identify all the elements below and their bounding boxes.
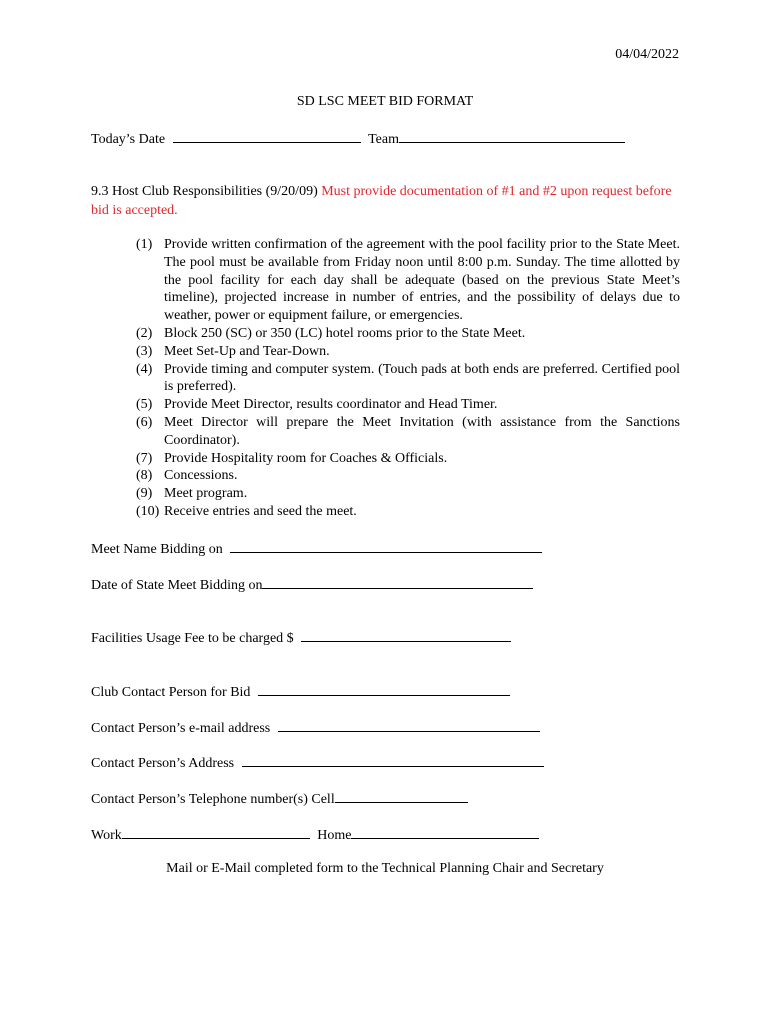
list-item-number: (5) <box>136 397 153 413</box>
work-home-row <box>91 825 539 845</box>
work-label: Work <box>91 828 122 843</box>
todays-date-blank[interactable] <box>173 129 361 143</box>
home-label: Home <box>317 828 352 843</box>
todays-date-row <box>91 129 625 149</box>
footer-instruction: Mail or E-Mail completed form to the Technical Planning Chair and Secretary <box>166 861 604 876</box>
facilities-fee-row <box>91 628 511 648</box>
list-item-text: Provide written confirmation of the agreement with the pool facility prior to the State Meet. The pool must be available from Friday noon until 8:00 p.m. Sunday. The time allotted by the pool facility for each day shall be adequate (based on the previous State Meet’s timeline), projected increase in number of entries, and the possibility of delays due to weather, power or equipment failure, or emergencies. <box>164 237 680 324</box>
document-title: SD LSC MEET BID FORMAT <box>296 94 474 109</box>
section-heading <box>91 182 681 220</box>
list-item <box>136 485 680 503</box>
contact-email-label: Contact Person’s e-mail address <box>91 721 271 736</box>
contact-phone-label: Contact Person’s Telephone number(s) Cell <box>91 792 335 807</box>
contact-person-label: Club Contact Person for Bid <box>91 685 251 700</box>
contact-address-row <box>91 753 544 773</box>
meet-name-blank[interactable] <box>230 539 542 553</box>
list-item-number: (7) <box>136 450 153 466</box>
team-blank[interactable] <box>399 129 625 143</box>
document-date: 04/04/2022 <box>615 47 679 62</box>
home-phone-blank[interactable] <box>351 825 539 839</box>
list-item-text: Provide timing and computer system. (Touch pads at both ends are preferred. Certified pool is preferred). <box>164 361 680 395</box>
section-heading-text: 9.3 Host Club Responsibilities (9/20/09) <box>91 184 318 199</box>
list-item <box>136 503 680 521</box>
work-phone-blank[interactable] <box>122 825 310 839</box>
contact-address-label: Contact Person’s Address <box>91 756 235 771</box>
list-item <box>136 414 680 450</box>
contact-person-blank[interactable] <box>258 682 510 696</box>
todays-date-label: Today’s Date <box>91 132 166 147</box>
list-item-text: Meet Director will prepare the Meet Invitation (with assistance from the Sanctions Coordinator). <box>164 414 680 448</box>
facilities-fee-label: Facilities Usage Fee to be charged $ <box>91 631 294 646</box>
contact-phone-row <box>91 789 468 809</box>
list-item-number: (9) <box>136 486 153 502</box>
contact-person-row <box>91 682 510 702</box>
list-item-text: Receive entries and seed the meet. <box>164 503 357 519</box>
list-item-number: (10) <box>136 503 160 519</box>
list-item <box>136 467 680 485</box>
list-item-text: Provide Hospitality room for Coaches & Officials. <box>164 450 448 466</box>
meet-name-label: Meet Name Bidding on <box>91 542 223 557</box>
list-item-number: (8) <box>136 468 153 484</box>
responsibilities-list <box>136 236 680 521</box>
list-item <box>136 236 680 325</box>
list-item-number: (1) <box>136 237 153 252</box>
list-item-text: Block 250 (SC) or 350 (LC) hotel rooms prior to the State Meet. <box>164 325 526 341</box>
list-item <box>136 343 680 361</box>
list-item-number: (3) <box>136 343 153 359</box>
section-notice: Must provide documentation of #1 and #2 upon request before bid is accepted. <box>91 184 672 218</box>
contact-email-blank[interactable] <box>278 718 540 732</box>
team-label: Team <box>368 132 399 147</box>
list-item-number: (2) <box>136 325 153 341</box>
list-item <box>136 396 680 414</box>
contact-email-row <box>91 718 540 738</box>
list-item-number: (4) <box>136 361 153 377</box>
state-meet-row <box>91 575 533 595</box>
cell-phone-blank[interactable] <box>335 789 468 803</box>
list-item <box>136 450 680 468</box>
meet-name-row <box>91 539 542 559</box>
list-item-number: (6) <box>136 414 153 430</box>
list-item-text: Concessions. <box>164 468 238 484</box>
list-item-text: Meet Set-Up and Tear-Down. <box>164 343 330 359</box>
list-item <box>136 361 680 397</box>
state-meet-blank[interactable] <box>262 575 533 589</box>
list-item-text: Provide Meet Director, results coordinator and Head Timer. <box>164 397 498 413</box>
list-item-text: Meet program. <box>164 486 248 502</box>
facilities-fee-blank[interactable] <box>301 628 511 642</box>
contact-address-blank[interactable] <box>242 753 544 767</box>
state-meet-label: Date of State Meet Bidding on <box>91 578 263 593</box>
list-item <box>136 325 680 343</box>
